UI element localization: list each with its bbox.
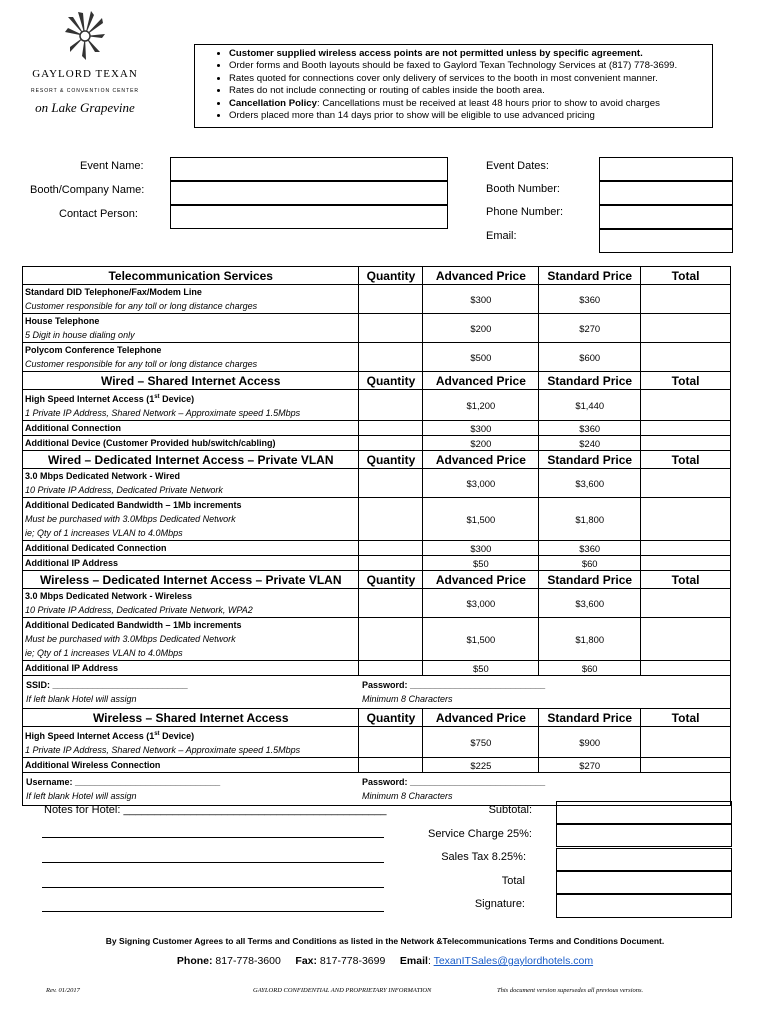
subtotal-field[interactable] bbox=[556, 801, 732, 824]
sales-tax-field[interactable] bbox=[556, 848, 732, 871]
col-standard-price: Standard Price bbox=[539, 709, 641, 727]
total-cell[interactable] bbox=[641, 285, 731, 314]
item-note: 1 Private IP Address, Shared Network – Approximate speed 1.5Mbps bbox=[25, 408, 301, 418]
phone-number-label: Phone Number: bbox=[486, 206, 564, 218]
logo-script: on Lake Grapevine bbox=[35, 100, 135, 115]
table-row bbox=[23, 661, 731, 676]
event-dates-label: Event Dates: bbox=[486, 160, 549, 172]
total-cell[interactable] bbox=[641, 314, 731, 343]
total-cell[interactable] bbox=[641, 390, 731, 421]
username-note: If left blank Hotel will assign bbox=[26, 791, 137, 801]
item-note: 10 Private IP Address, Dedicated Private Network bbox=[25, 485, 223, 495]
table-row bbox=[23, 589, 731, 618]
advanced-price: $200 bbox=[423, 314, 539, 343]
ssid-field[interactable]: SSID: ___________________________ bbox=[26, 680, 188, 690]
notice-item: • Order forms and Booth layouts should be faxed to Gaylord Texan Technology Services at (817) 778-3699. bbox=[229, 60, 712, 72]
standard-price: $600 bbox=[539, 343, 641, 372]
col-total: Total bbox=[641, 709, 731, 727]
total-cell[interactable] bbox=[641, 469, 731, 498]
advanced-price: $300 bbox=[423, 541, 539, 556]
table-row bbox=[23, 541, 731, 556]
quantity-cell[interactable] bbox=[359, 285, 423, 314]
booth-number-label: Booth Number: bbox=[486, 183, 560, 195]
col-advanced-price: Advanced Price bbox=[423, 267, 539, 285]
col-quantity: Quantity bbox=[359, 571, 423, 589]
password-note: Minimum 8 Characters bbox=[361, 791, 453, 801]
section-title: Wireless – Shared Internet Access bbox=[23, 709, 359, 727]
quantity-cell[interactable] bbox=[359, 498, 423, 541]
section-header bbox=[23, 451, 731, 469]
standard-price: $60 bbox=[539, 556, 641, 571]
item-note: Customer responsible for any toll or long distance charges bbox=[25, 359, 258, 369]
item-name: Additional IP Address bbox=[23, 661, 359, 676]
services-table bbox=[22, 266, 731, 806]
notes-line[interactable] bbox=[42, 911, 384, 912]
booth-company-label: Booth/Company Name: bbox=[30, 184, 145, 196]
col-advanced-price: Advanced Price bbox=[423, 451, 539, 469]
advanced-price: $1,200 bbox=[423, 390, 539, 421]
booth-number-field[interactable] bbox=[599, 181, 733, 205]
table-row bbox=[23, 436, 731, 451]
section-header bbox=[23, 709, 731, 727]
quantity-cell[interactable] bbox=[359, 469, 423, 498]
notes-line[interactable] bbox=[42, 862, 384, 863]
quantity-cell[interactable] bbox=[359, 618, 423, 661]
item-name: Standard DID Telephone/Fax/Modem Line bbox=[25, 287, 202, 297]
item-note: ie; Qty of 1 increases VLAN to 4.0Mbps bbox=[25, 528, 183, 538]
item-name: Additional IP Address bbox=[23, 556, 359, 571]
event-name-label: Event Name: bbox=[80, 160, 144, 172]
col-standard-price: Standard Price bbox=[539, 451, 641, 469]
total-cell[interactable] bbox=[641, 343, 731, 372]
table-row bbox=[23, 618, 731, 661]
table-row bbox=[23, 314, 731, 343]
table-row bbox=[23, 758, 731, 773]
quantity-cell[interactable] bbox=[359, 541, 423, 556]
quantity-cell[interactable] bbox=[359, 727, 423, 758]
section-title: Wired – Dedicated Internet Access – Private VLAN bbox=[23, 451, 359, 469]
quantity-cell[interactable] bbox=[359, 314, 423, 343]
total-cell[interactable] bbox=[641, 618, 731, 661]
service-charge-label: Service Charge 25%: bbox=[428, 828, 532, 840]
standard-price: $3,600 bbox=[539, 589, 641, 618]
standard-price: $240 bbox=[539, 436, 641, 451]
table-row bbox=[23, 343, 731, 372]
total-cell[interactable] bbox=[641, 661, 731, 676]
contact-person-field[interactable] bbox=[170, 205, 448, 229]
item-name: Additional Dedicated Connection bbox=[23, 541, 359, 556]
total-cell[interactable] bbox=[641, 556, 731, 571]
email-label: Email: bbox=[486, 230, 517, 242]
standard-price: $360 bbox=[539, 285, 641, 314]
item-name: 3.0 Mbps Dedicated Network - Wired bbox=[25, 471, 180, 481]
notice-list bbox=[195, 45, 712, 122]
fax-value: 817-778-3699 bbox=[317, 955, 386, 967]
booth-company-field[interactable] bbox=[170, 181, 448, 205]
gaylord-logo bbox=[10, 8, 160, 118]
contact-line: Phone: 817-778-3600 Fax: 817-778-3699 Email: TexanITSales@gaylordhotels.com bbox=[176, 955, 594, 967]
quantity-cell[interactable] bbox=[359, 421, 423, 436]
advanced-price: $1,500 bbox=[423, 618, 539, 661]
total-cell[interactable] bbox=[641, 421, 731, 436]
standard-price: $3,600 bbox=[539, 469, 641, 498]
advanced-price: $300 bbox=[423, 421, 539, 436]
confidential-notice: GAYLORD CONFIDENTIAL AND PROPRIETARY INFORMATION bbox=[253, 987, 432, 994]
notice-item: • Customer supplied wireless access points are not permitted unless by specific agreement. bbox=[229, 48, 712, 60]
item-note: 1 Private IP Address, Shared Network – Approximate speed 1.5Mbps bbox=[25, 745, 301, 755]
advanced-price: $200 bbox=[423, 436, 539, 451]
col-advanced-price: Advanced Price bbox=[423, 709, 539, 727]
table-row bbox=[23, 498, 731, 541]
advanced-price: $3,000 bbox=[423, 469, 539, 498]
advanced-price: $3,000 bbox=[423, 589, 539, 618]
item-name: Additional Wireless Connection bbox=[23, 758, 359, 773]
col-quantity: Quantity bbox=[359, 709, 423, 727]
item-name: Additional Dedicated Bandwidth – 1Mb increments bbox=[25, 620, 242, 630]
item-note: ie; Qty of 1 increases VLAN to 4.0Mbps bbox=[25, 648, 183, 658]
standard-price: $1,800 bbox=[539, 618, 641, 661]
password-note: Minimum 8 Characters bbox=[361, 694, 453, 704]
col-total: Total bbox=[641, 571, 731, 589]
item-note: Must be purchased with 3.0Mbps Dedicated Network bbox=[25, 634, 236, 644]
username-field[interactable]: Username: _____________________________ bbox=[26, 777, 221, 787]
username-password-field[interactable]: Password: ___________________________ bbox=[361, 777, 546, 787]
standard-price: $1,440 bbox=[539, 390, 641, 421]
total-label: Total bbox=[501, 875, 525, 887]
section-header bbox=[23, 571, 731, 589]
section-title: Wired – Shared Internet Access bbox=[23, 372, 359, 390]
section-header bbox=[23, 267, 731, 285]
signature-field[interactable] bbox=[556, 894, 732, 918]
standard-price: $60 bbox=[539, 661, 641, 676]
table-row bbox=[23, 469, 731, 498]
table-row bbox=[23, 421, 731, 436]
section-header bbox=[23, 372, 731, 390]
total-cell[interactable] bbox=[641, 758, 731, 773]
item-name: High Speed Internet Access (1st Device) bbox=[25, 731, 195, 741]
ssid-note: If left blank Hotel will assign bbox=[26, 694, 137, 704]
table-row bbox=[23, 285, 731, 314]
col-advanced-price: Advanced Price bbox=[423, 372, 539, 390]
standard-price: $1,800 bbox=[539, 498, 641, 541]
col-quantity: Quantity bbox=[359, 372, 423, 390]
total-cell[interactable] bbox=[641, 498, 731, 541]
quantity-cell[interactable] bbox=[359, 390, 423, 421]
item-name: House Telephone bbox=[25, 316, 100, 326]
email-link[interactable]: TexanITSales@gaylordhotels.com bbox=[433, 955, 594, 967]
item-note: Must be purchased with 3.0Mbps Dedicated Network bbox=[25, 514, 236, 524]
service-charge-field[interactable] bbox=[556, 824, 732, 847]
advanced-price: $50 bbox=[423, 661, 539, 676]
notice-item: • Rates quoted for connections cover only delivery of services to the booth in most convenient manner. bbox=[229, 73, 712, 85]
total-cell[interactable] bbox=[641, 589, 731, 618]
table-row bbox=[23, 727, 731, 758]
total-field[interactable] bbox=[556, 871, 732, 894]
table-row bbox=[23, 390, 731, 421]
item-note: 10 Private IP Address, Dedicated Private Network, WPA2 bbox=[25, 605, 253, 615]
item-name: High Speed Internet Access (1st Device) bbox=[25, 394, 195, 404]
col-standard-price: Standard Price bbox=[539, 267, 641, 285]
col-total: Total bbox=[641, 372, 731, 390]
notice-item: • Orders placed more than 14 days prior to show will be eligible to use advanced pricing bbox=[229, 110, 712, 122]
notes-line[interactable] bbox=[42, 837, 384, 838]
col-advanced-price: Advanced Price bbox=[423, 571, 539, 589]
logo-name: GAYLORD TEXAN bbox=[32, 68, 138, 80]
item-name: Additional Device (Customer Provided hub/switch/cabling) bbox=[23, 436, 359, 451]
total-cell[interactable] bbox=[641, 727, 731, 758]
quantity-cell[interactable] bbox=[359, 661, 423, 676]
quantity-cell[interactable] bbox=[359, 556, 423, 571]
advanced-price: $750 bbox=[423, 727, 539, 758]
subtotal-label: Subtotal: bbox=[488, 804, 532, 816]
quantity-cell[interactable] bbox=[359, 589, 423, 618]
quantity-cell[interactable] bbox=[359, 343, 423, 372]
revision: Rev. 01/2017 bbox=[46, 987, 80, 994]
sunburst-logo-icon bbox=[64, 10, 106, 62]
ssid-password-field[interactable]: Password: ___________________________ bbox=[361, 680, 546, 690]
notice-item: • Rates do not include connecting or routing of cables inside the booth area. bbox=[229, 85, 712, 97]
terms-agreement: By Signing Customer Agrees to all Terms and Conditions as listed in the Network &Telecommunications Terms and Conditions Document. bbox=[105, 936, 665, 946]
standard-price: $270 bbox=[539, 758, 641, 773]
logo-subtitle: RESORT & CONVENTION CENTER bbox=[30, 88, 140, 94]
standard-price: $900 bbox=[539, 727, 641, 758]
advanced-price: $225 bbox=[423, 758, 539, 773]
notes-line[interactable] bbox=[42, 887, 384, 888]
item-name: Additional Connection bbox=[23, 421, 359, 436]
col-total: Total bbox=[641, 267, 731, 285]
col-quantity: Quantity bbox=[359, 267, 423, 285]
notice-item: • Cancellation Policy: Cancellations must be received at least 48 hours prior to show to avoid charges bbox=[229, 98, 712, 110]
advanced-price: $50 bbox=[423, 556, 539, 571]
standard-price: $360 bbox=[539, 421, 641, 436]
event-name-field[interactable] bbox=[170, 157, 448, 181]
advanced-price: $1,500 bbox=[423, 498, 539, 541]
item-name: 3.0 Mbps Dedicated Network - Wireless bbox=[25, 591, 192, 601]
notes-for-hotel[interactable]: Notes for Hotel: ___________________________________________ bbox=[44, 804, 387, 816]
col-standard-price: Standard Price bbox=[539, 372, 641, 390]
table-row bbox=[23, 556, 731, 571]
item-note: 5 Digit in house dialing only bbox=[25, 330, 135, 340]
contact-person-label: Contact Person: bbox=[59, 208, 138, 220]
ssid-row bbox=[23, 676, 731, 709]
total-cell[interactable] bbox=[641, 541, 731, 556]
col-total: Total bbox=[641, 451, 731, 469]
col-quantity: Quantity bbox=[359, 451, 423, 469]
quantity-cell[interactable] bbox=[359, 758, 423, 773]
item-name: Polycom Conference Telephone bbox=[25, 345, 162, 355]
quantity-cell[interactable] bbox=[359, 436, 423, 451]
total-cell[interactable] bbox=[641, 436, 731, 451]
item-note: Customer responsible for any toll or long distance charges bbox=[25, 301, 258, 311]
col-standard-price: Standard Price bbox=[539, 571, 641, 589]
email-field[interactable] bbox=[599, 229, 733, 253]
standard-price: $360 bbox=[539, 541, 641, 556]
section-title: Telecommunication Services bbox=[23, 267, 359, 285]
event-dates-field[interactable] bbox=[599, 157, 733, 181]
advanced-price: $500 bbox=[423, 343, 539, 372]
notice-box bbox=[194, 44, 713, 128]
supersedes-notice: This document version supersedes all previous versions. bbox=[497, 987, 644, 994]
advanced-price: $300 bbox=[423, 285, 539, 314]
signature-label: Signature: bbox=[474, 898, 525, 910]
phone-value: 817-778-3600 bbox=[212, 955, 281, 967]
section-title: Wireless – Dedicated Internet Access – Private VLAN bbox=[23, 571, 359, 589]
item-name: Additional Dedicated Bandwidth – 1Mb increments bbox=[25, 500, 242, 510]
sales-tax-label: Sales Tax 8.25%: bbox=[441, 851, 526, 863]
phone-number-field[interactable] bbox=[599, 205, 733, 229]
standard-price: $270 bbox=[539, 314, 641, 343]
